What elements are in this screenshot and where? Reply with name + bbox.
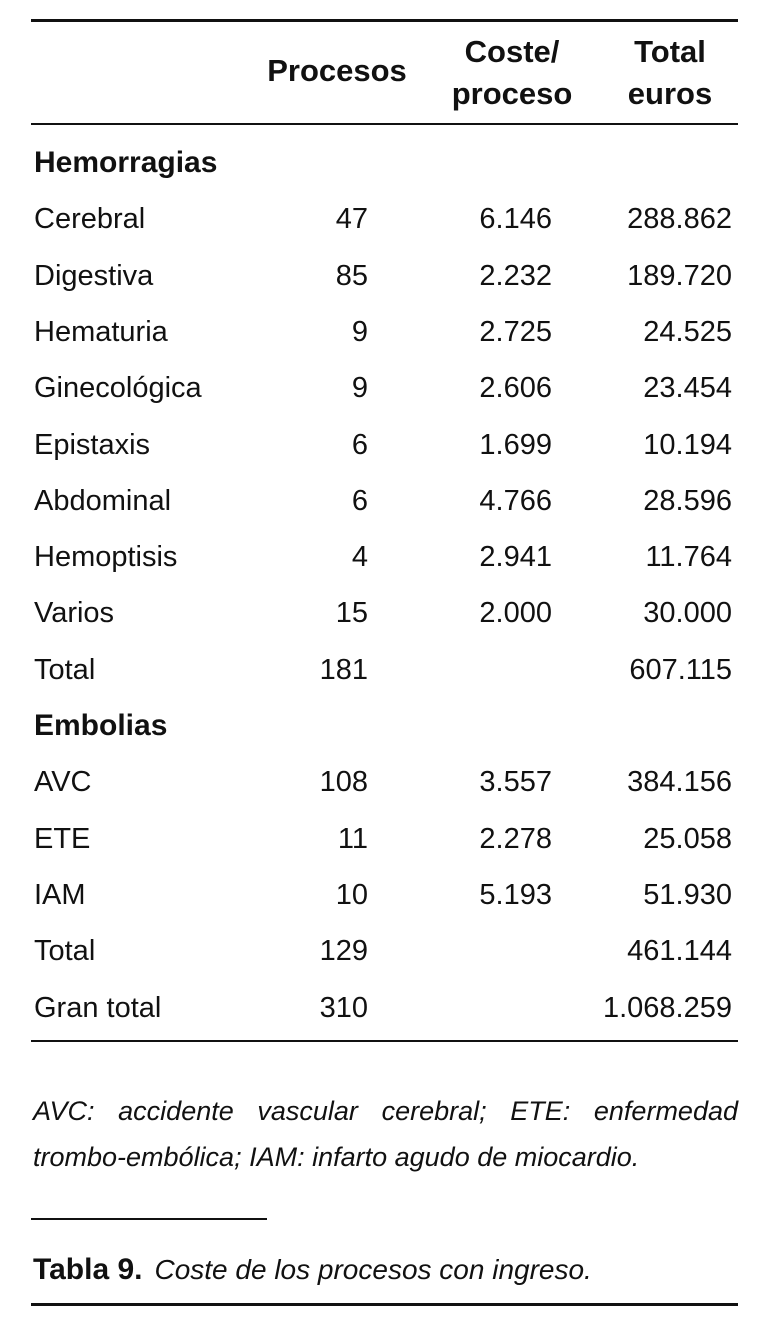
- table-row: [0, 872, 770, 918]
- cell-total: 23.454: [643, 372, 732, 405]
- row-label: Gran total: [34, 991, 162, 1024]
- cell-coste: 6.146: [479, 203, 552, 236]
- cell-coste: 4.766: [479, 484, 552, 517]
- cell-total: 25.058: [643, 822, 732, 855]
- cell-total: 24.525: [643, 315, 732, 348]
- table-caption: [33, 1250, 738, 1290]
- cell-coste: 5.193: [479, 878, 552, 911]
- table-row: [0, 590, 770, 636]
- header-coste-line2: proceso: [451, 76, 573, 111]
- cell-total: 28.596: [643, 484, 732, 517]
- cell-total: 461.144: [627, 935, 732, 968]
- cell-total: 607.115: [629, 653, 732, 686]
- table-row: [0, 478, 770, 524]
- cell-coste: 2.278: [479, 822, 552, 855]
- cell-procesos: 310: [319, 991, 368, 1024]
- row-label: ETE: [34, 822, 91, 855]
- cell-total: 189.720: [627, 259, 732, 292]
- row-label: Epistaxis: [34, 428, 151, 461]
- section-title: Hemorragias: [34, 146, 218, 179]
- row-label: Digestiva: [34, 259, 154, 292]
- header-total-line2: euros: [627, 76, 713, 111]
- cell-coste: 2.232: [479, 259, 552, 292]
- header-rule: [31, 123, 738, 125]
- cell-total: 11.764: [645, 541, 732, 574]
- table-row: [0, 253, 770, 299]
- cell-procesos: 6: [351, 484, 368, 517]
- row-label: Hematuria: [34, 315, 168, 348]
- cell-procesos: 129: [319, 935, 368, 968]
- table-row: [0, 534, 770, 580]
- caption-text: Coste de los procesos con ingreso.: [154, 1254, 592, 1285]
- header-coste-line1: Coste/: [464, 34, 560, 69]
- cell-coste: 2.000: [479, 597, 552, 630]
- header-coste-proceso: [440, 31, 584, 115]
- caption-label: Tabla 9.: [33, 1253, 143, 1286]
- table-bottom-rule: [31, 1040, 738, 1042]
- cell-total: 384.156: [627, 766, 732, 799]
- cell-procesos: 10: [335, 878, 368, 911]
- cell-total: 30.000: [643, 597, 732, 630]
- table-row: [0, 816, 770, 862]
- cell-total: 51.930: [643, 878, 732, 911]
- page-bottom-rule: [31, 1303, 738, 1306]
- cell-procesos: 108: [319, 766, 368, 799]
- cell-procesos: 9: [351, 372, 368, 405]
- header-total-euros: [608, 31, 732, 115]
- cell-procesos: 85: [335, 259, 368, 292]
- cell-total: 10.194: [643, 428, 732, 461]
- cell-coste: 3.557: [479, 766, 552, 799]
- table-row: [0, 928, 770, 974]
- row-label: AVC: [34, 766, 92, 799]
- row-label: Cerebral: [34, 203, 146, 236]
- table-row: [0, 985, 770, 1031]
- table-top-rule: [31, 19, 738, 22]
- cell-total: 1.068.259: [602, 991, 732, 1024]
- table-row: [0, 759, 770, 805]
- row-label: Abdominal: [34, 484, 172, 517]
- cell-procesos: 9: [351, 315, 368, 348]
- table-row: [0, 365, 770, 411]
- cell-procesos: 6: [351, 428, 368, 461]
- cell-procesos: 4: [351, 541, 368, 574]
- cell-procesos: 181: [319, 653, 368, 686]
- row-label: Hemoptisis: [34, 541, 178, 574]
- row-label: Total: [34, 935, 96, 968]
- cell-coste: 2.606: [479, 372, 552, 405]
- cell-procesos: 11: [337, 822, 368, 855]
- header-procesos: Procesos: [267, 53, 407, 88]
- header-total-line1: Total: [634, 34, 706, 69]
- row-label: Varios: [34, 597, 115, 630]
- table-footnote: AVC: accidente vascular cerebral; ETE: enfermedad trombo-embólica; IAM: infarto agudo de miocardio.: [33, 1096, 738, 1172]
- row-label: Ginecológica: [34, 372, 202, 405]
- caption-separator: [31, 1218, 267, 1220]
- section-title: Embolias: [34, 709, 168, 742]
- cell-procesos: 47: [335, 203, 368, 236]
- table-row: [0, 422, 770, 468]
- cell-total: 288.862: [627, 203, 732, 236]
- table-row: [0, 196, 770, 242]
- cell-coste: 1.699: [479, 428, 552, 461]
- cell-procesos: 15: [335, 597, 368, 630]
- cell-coste: 2.725: [479, 315, 552, 348]
- table-row: [0, 647, 770, 693]
- row-label: Total: [34, 653, 96, 686]
- row-label: IAM: [34, 878, 86, 911]
- cell-coste: 2.941: [479, 541, 552, 574]
- table-row: [0, 309, 770, 355]
